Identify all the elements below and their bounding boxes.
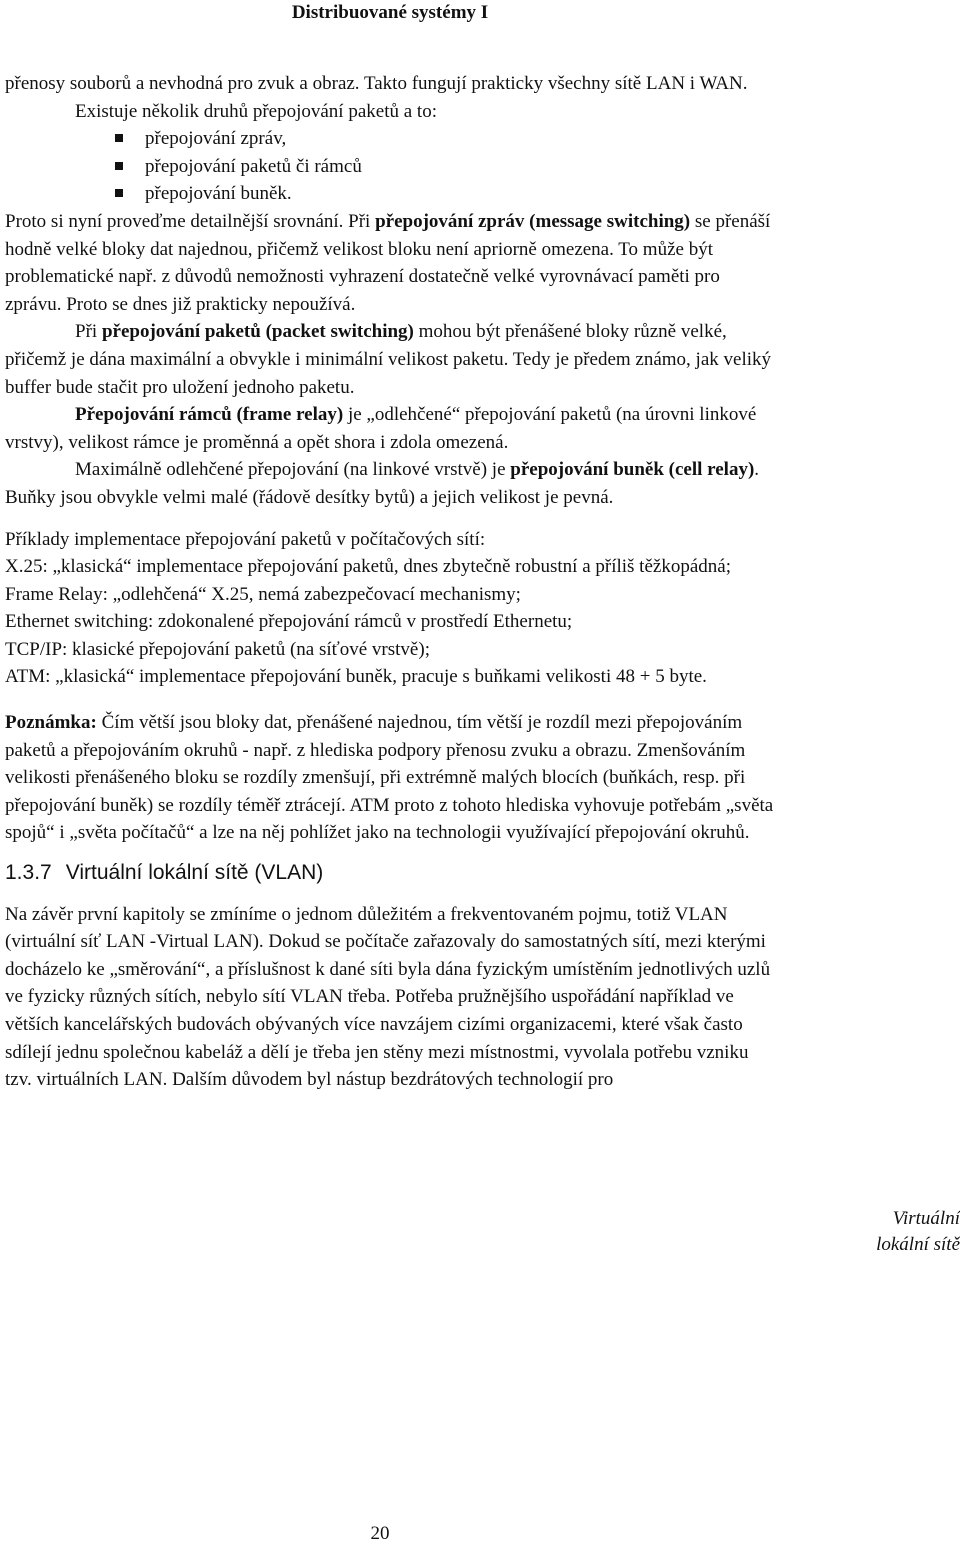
bold-term: přepojování zpráv (message switching)	[375, 210, 691, 232]
bold-term: přepojování paketů (packet switching)	[101, 321, 414, 343]
note-label: Poznámka:	[5, 712, 97, 734]
paragraph: přenosy souborů a nevhodná pro zvuk a obraz. Takto fungují prakticky všechny sítě LAN i WAN.	[5, 73, 748, 94]
spacer	[5, 512, 775, 526]
note-text: Čím větší jsou bloky dat, přenášené najednou, tím větší je rozdíl mezi přepojováním paketů a přepojováním okruhů - např. z hlediska podpory přenosu zvuku a obrazu. Zmenšováním velikosti přenášeného bloku se rozdíly zmenšují, při extrémně malých blocích (buňkách, resp. při přepojování buněk) se rozdíly téměř ztrácejí. ATM proto z tohoto hlediska vyhovuje potřebám „světa spojů“ i „světa počítačů“ a lze na něj pohlížet jako na technologii využívající přepojování okruhů.	[5, 712, 774, 844]
vlan-paragraph: Na závěr první kapitoly se zmíníme o jednom důležitém a frekventovaném pojmu, totiž VLAN (virtuální síť LAN -Virtual LAN). Dokud se počítače zařazovaly do samostatných sítí, mezi kterými docházelo ke „směrování“, a příslušnost k dané síti byla dána fyzickým umístěním jednotlivých uzlů ve fyzicky různých sítích, nebylo sítí VLAN třeba. Potřeba pružnějšího uspořádání například ve větších kancelářských budovách obývaných více navzájem cizími organizacemi, které však často sdílejí jednu společnou kabeláž a dělí je třeba jen stěny mezi místnostmi, vyvolala potřebu vzniku tzv. virtuálních LAN. Dalším důvodem byl nástup bezdrátových technologií pro	[5, 903, 771, 1091]
examples-line: X.25: „klasická“ implementace přepojování paketů, dnes zbytečně robustní a příliš těžkopádná;	[5, 556, 731, 578]
paragraph-message-switching	[5, 208, 775, 318]
text-span: Maximálně odlehčené přepojování (na linkové vrstvě) je	[75, 459, 511, 481]
page-number: 20	[370, 1523, 390, 1544]
paragraph-frame-relay	[5, 401, 775, 456]
bullet-list	[5, 125, 775, 208]
margin-note-line: lokální sítě	[876, 1234, 960, 1255]
spacer	[5, 691, 775, 709]
examples-line: Frame Relay: „odlehčená“ X.25, nemá zabezpečovací mechanismy;	[5, 583, 521, 605]
examples-line: ATM: „klasická“ implementace přepojování buněk, pracuje s buňkami velikosti 48 + 5 byte.	[5, 666, 707, 688]
list-item: přepojování paketů či rámců	[5, 153, 775, 181]
examples-line: Ethernet switching: zdokonalené přepojování rámců v prostředí Ethernetu;	[5, 611, 573, 633]
text-span: . Buňky jsou obvykle velmi malé (řádově desítky bytů) a jejich velikost je pevná.	[5, 459, 760, 508]
bold-term: Přepojování rámců (frame relay)	[75, 404, 344, 426]
margin-note-line: Virtuální	[892, 1208, 960, 1229]
text-span: mohou být přenášené bloky různě velké, přičemž je dána maximální a obvykle i minimální velikost paketu. Tedy je předem známo, jak veliký buffer bude stačit pro uložení jednoho paketu.	[5, 321, 772, 398]
section-number: 1.3.7	[5, 861, 52, 885]
text-span: Při	[75, 321, 102, 343]
paragraph: Existuje několik druhů přepojování paketů a to:	[75, 100, 437, 122]
examples-line: Příklady implementace přepojování paketů v počítačových sítí:	[5, 528, 486, 550]
section-heading	[5, 859, 775, 887]
list-item: přepojování zpráv,	[5, 125, 775, 153]
text-span: je „odlehčené“ přepojování paketů (na úrovni linkové vrstvy), velikost rámce je proměnná a opět shora i zdola omezená.	[5, 404, 757, 453]
paragraph-cell-relay	[5, 456, 775, 511]
document-body	[5, 70, 775, 1094]
text-span: se přenáší hodně velké bloky dat najednou, přičemž velikost bloku není apriorně omezena. To může být problematické např. z důvodů nemožnosti vyhrazení dostatečně velké vyrovnávací paměti pro zprávu. Proto se dnes již prakticky nepoužívá.	[5, 210, 771, 315]
examples-line: TCP/IP: klasické přepojování paketů (na síťové vrstvě);	[5, 638, 430, 660]
paragraph-packet-switching	[5, 318, 775, 401]
text-span: Proto si nyní proveďme detailnější srovnání. Při	[5, 210, 376, 232]
bold-term: přepojování buněk (cell relay)	[510, 459, 755, 481]
note-paragraph	[5, 709, 775, 847]
page-header: Distribuované systémy I	[291, 2, 489, 23]
section-title: Virtuální lokální sítě (VLAN)	[65, 861, 324, 885]
list-item: přepojování buněk.	[5, 180, 775, 208]
margin-note	[840, 1206, 960, 1258]
